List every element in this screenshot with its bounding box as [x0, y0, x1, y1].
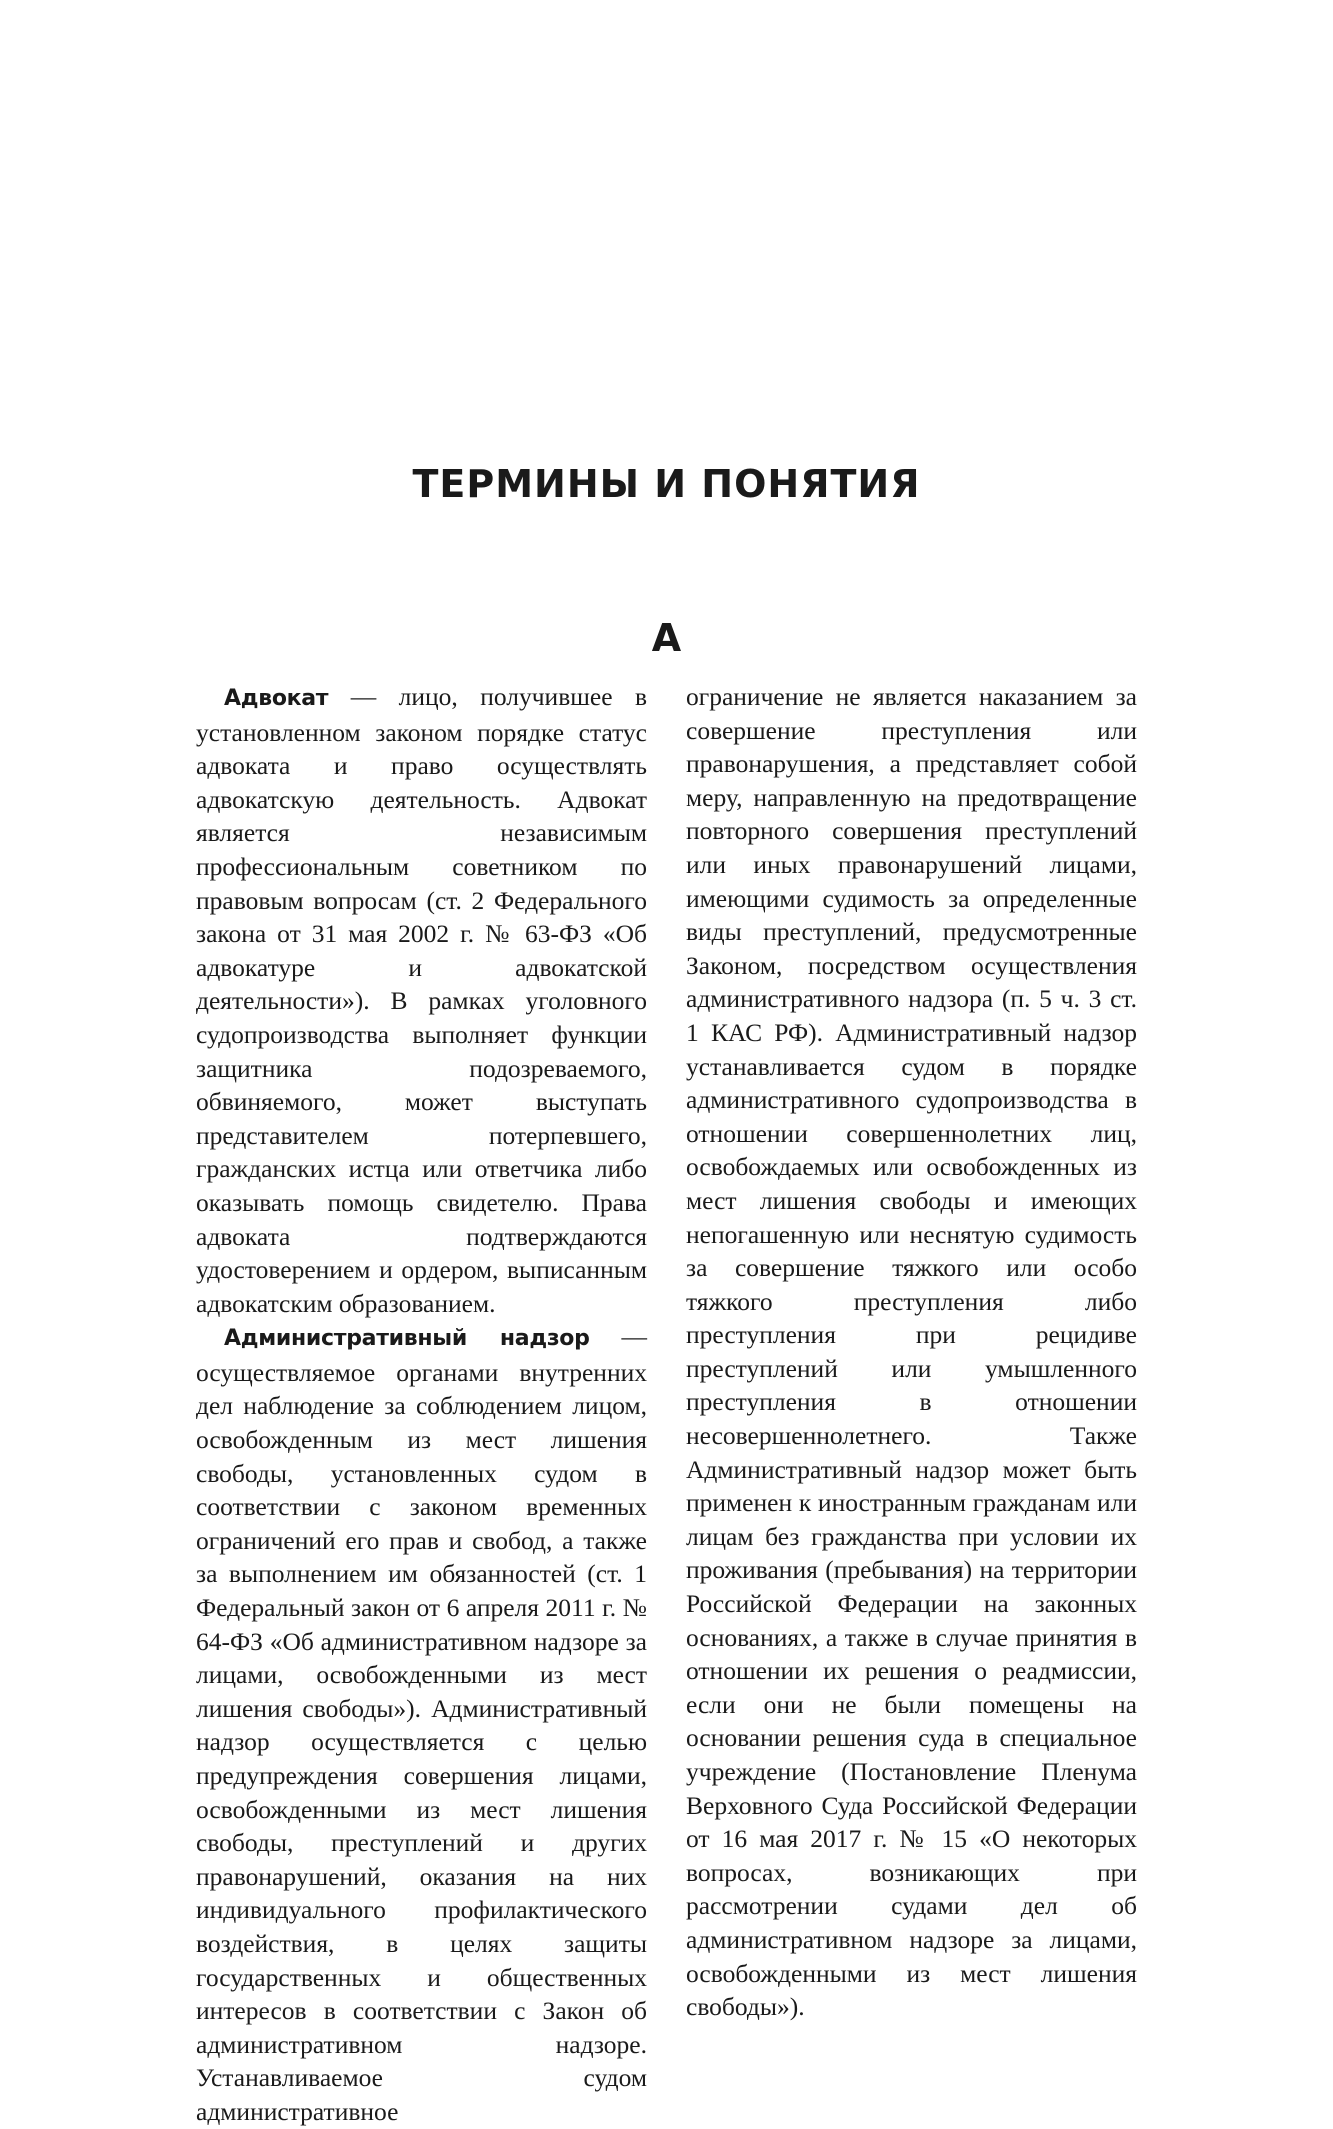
- term-admin-nadzor: Административный надзор: [224, 1326, 590, 1352]
- definition-admin-nadzor-part1: — осуществляемое органами внутренних дел наблюдение за соблюдением лицом, освобожденным из мест лишения свободы, установленных судом в соответствии с законом временных ограничений его прав и свобод, а также за выполнением им обязанностей (ст. 1 Федеральный закон от 6 апреля 2011 г. № 64-ФЗ «Об административном надзоре за лицами, освобожденными из мест лишения свободы»). Административный надзор осуществляется с целью предупреждения совершения лицами, освобожденными из мест лишения свободы, преступлений и других правонарушений, оказания на них индивидуального профилактического воздействия, в целях защиты государственных и общественных интересов в соответствии с Закон об административном надзоре. Устанавливаемое судом административное: [196, 1322, 648, 2126]
- term-advokat: Адвокат: [224, 686, 329, 711]
- entry-admin-nadzor-continued: [686, 680, 1137, 2024]
- page-title: ТЕРМИНЫ И ПОНЯТИЯ: [412, 462, 921, 506]
- definition-admin-nadzor-part2: ограничение не является наказанием за совершение преступления или правонарушения, а представляет собой меру, направленную на предотвращение повторного совершения преступлений или иных правонарушений лицами, имеющими судимость за определенные виды преступлений, предусмотренные Законом, посредством осуществления административного надзора (п. 5 ч. 3 ст. 1 КАС РФ). Административный надзор устанавливается судом в порядке административного судопроизводства в отношении совершеннолетних лиц, освобождаемых или освобожденных из мест лишения свободы и имеющих непогашенную или неснятую судимость за совершение тяжкого или особо тяжкого преступления либо преступления при рецидиве преступлений или умышленного преступления в отношении несовершеннолетнего. Также Административный надзор может быть применен к иностранным гражданам или лицам без гражданства при условии их проживания (пребывания) на территории Российской Федерации на законных основаниях, а также в случае принятия в отношении их решения о реадмиссии, если они не были помещены на основании решения суда в специальное учреждение (Постановление Пленума Верховного Суда Российской Федерации от 16 мая 2017 г. № 15 «О некоторых вопросах, возникающих при рассмотрении судами дел об административном надзоре за лицами, освобожденными из мест лишения свободы»).: [686, 682, 1137, 2022]
- right-column: [686, 680, 1137, 2024]
- definition-advokat: — лицо, получившее в установленном законом порядке статус адвоката и право осуществлять адвокатскую деятельность. Адвокат является независимым профессиональным советником по правовым вопросам (ст. 2 Федерального закона от 31 мая 2002 г. № 63-ФЗ «Об адвокатуре и адвокатской деятельности»). В рамках уголовного судопроизводства выполняет функции защитника подозреваемого, обвиняемого, может выступать представителем потерпевшего, гражданских истца или ответчика либо оказывать помощь свидетелю. Права адвоката подтверждаются удостоверением и ордером, выписанным адвокатским образованием.: [196, 682, 647, 1318]
- entry-advokat: [196, 680, 647, 1320]
- left-column: [196, 680, 647, 2129]
- section-letter: А: [651, 616, 682, 660]
- entry-admin-nadzor: [196, 1320, 647, 2128]
